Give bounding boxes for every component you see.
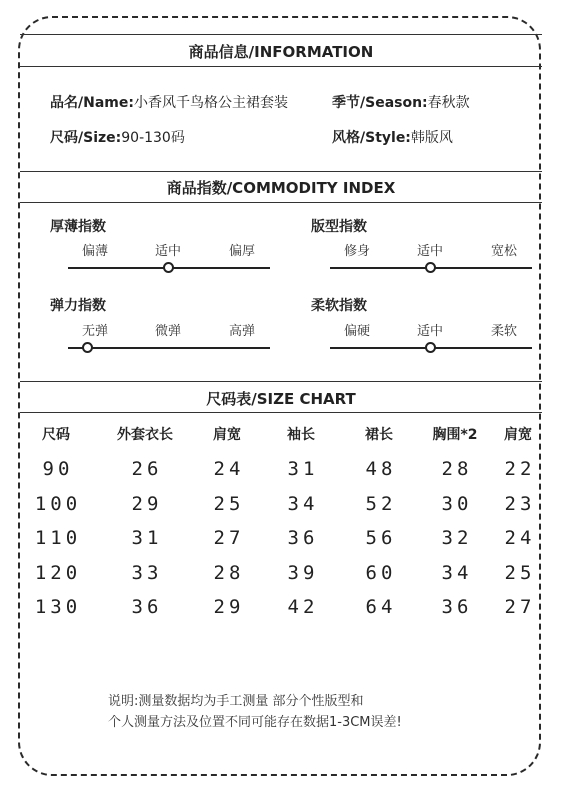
table-cell: 36 [287,527,319,549]
information-title: 商品信息/INFORMATION [188,43,374,61]
index-indicator [163,262,174,273]
scale-label: 偏厚 [228,244,255,259]
table-header-cell: 胸围*2 [432,427,478,443]
table-cell: 110 [34,527,82,549]
table-cell: 23 [504,492,536,515]
table-cell: 48 [365,458,397,480]
name-label: 品名/Name: [50,95,134,111]
table-cell: 33 [131,561,163,584]
size-row [50,127,185,147]
table-cell: 28 [441,458,473,480]
table-cell: 24 [213,458,245,480]
table-cell: 27 [504,596,536,618]
table-cell: 90 [42,458,74,480]
table-cell: 28 [213,561,245,584]
table-cell: 64 [365,596,397,618]
divider [20,34,542,35]
scale-label: 适中 [416,244,443,259]
scale-label: 微弹 [154,324,181,339]
table-cell: 120 [34,561,82,584]
season-value: 春秋款 [427,95,470,111]
scale-label: 柔软 [490,324,517,339]
table-cell: 25 [504,561,536,584]
divider [20,412,542,413]
table-header-cell: 外套衣长 [117,427,173,443]
table-cell: 31 [131,527,163,549]
table-cell: 26 [131,458,163,480]
index-track [68,347,270,349]
scale-label: 适中 [154,244,181,259]
index-title: 柔软指数 [311,298,367,314]
table-cell: 34 [287,492,319,515]
season-label: 季节/Season: [332,95,428,111]
note-line-2: 个人测量方法及位置不同可能存在数据1-3CM误差! [108,715,402,730]
scale-label: 偏硬 [343,324,370,339]
season-row [332,92,470,112]
table-cell: 36 [131,596,163,618]
index-title: 厚薄指数 [50,219,106,235]
scale-label: 适中 [416,324,443,339]
divider [20,381,542,382]
table-cell: 100 [34,492,82,515]
table-cell: 31 [287,458,319,480]
table-cell: 52 [365,492,397,515]
commodity-index-title: 商品指数/COMMODITY INDEX [166,179,396,197]
table-cell: 22 [504,458,536,480]
scale-label: 无弹 [81,324,108,339]
table-header-cell: 裙长 [365,427,393,443]
index-indicator [425,342,436,353]
size-chart-title: 尺码表/SIZE CHART [206,390,356,408]
index-title: 版型指数 [311,219,367,235]
table-header-cell: 尺码 [42,427,70,443]
style-row [332,127,453,147]
index-title: 弹力指数 [50,298,106,314]
table-cell: 130 [34,596,82,618]
table-header-cell: 袖长 [287,427,315,443]
scale-label: 偏薄 [81,244,108,259]
scale-label: 修身 [343,244,370,259]
table-cell: 36 [441,596,473,618]
table-cell: 25 [213,492,245,515]
table-header-cell: 肩宽 [213,427,241,443]
divider [20,202,542,203]
table-cell: 29 [213,596,245,618]
table-cell: 60 [365,561,397,584]
divider [20,171,542,172]
scale-label: 宽松 [490,244,517,259]
table-cell: 24 [504,527,536,549]
note-line-1: 说明:测量数据均为手工测量 部分个性版型和 [108,694,364,709]
name-value: 小香风千鸟格公主裙套装 [133,95,288,111]
table-cell: 27 [213,527,245,549]
style-label: 风格/Style: [332,130,411,146]
divider [20,66,542,67]
table-cell: 42 [287,596,319,618]
name-row [50,92,288,112]
table-cell: 29 [131,492,163,515]
table-cell: 32 [441,527,473,549]
table-cell: 56 [365,527,397,549]
table-cell: 39 [287,561,319,584]
size-label: 尺码/Size: [50,130,122,146]
table-cell: 34 [441,561,473,584]
table-header-cell: 肩宽 [504,427,532,443]
size-value: 90-130码 [121,130,185,146]
scale-label: 高弹 [228,324,255,339]
table-cell: 30 [441,492,473,515]
index-indicator [425,262,436,273]
style-value: 韩版风 [410,130,453,146]
